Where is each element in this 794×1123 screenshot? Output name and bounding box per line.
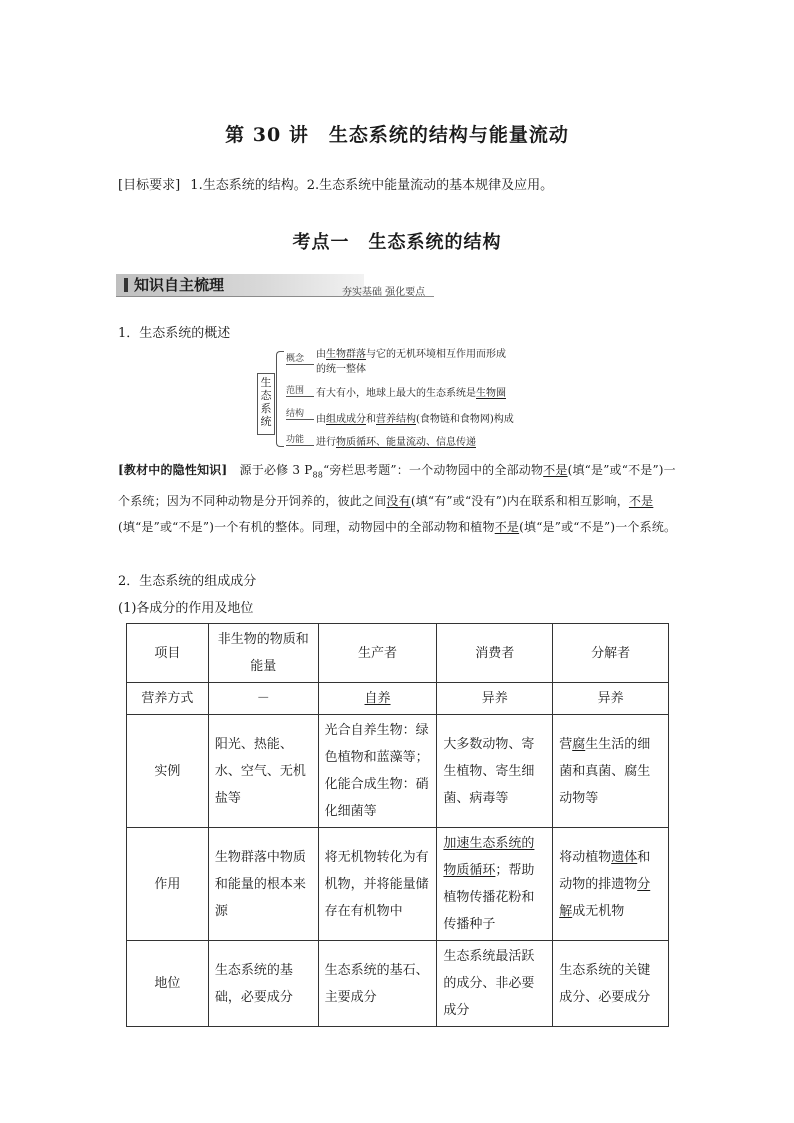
table-cell: 自养: [318, 683, 437, 715]
table-row: [127, 683, 669, 715]
table-cell: 将无机物转化为有机物，并将能量储存在有机物中: [318, 828, 437, 941]
table-cell: 生态系统最活跃的成分、非必要成分: [437, 941, 553, 1027]
table-cell: 将动植物遗体和动物的排遗物分解成无机物: [553, 828, 669, 941]
table-cell: 大多数动物、寄生植物、寄生细菌、病毒等: [437, 715, 553, 828]
diagram-connector: [286, 419, 314, 420]
table-cell: 生态系统的关键成分、必要成分: [553, 941, 669, 1027]
goal-text: 1.生态系统的结构。2.生态系统中能量流动的基本规律及应用。: [190, 178, 554, 193]
hidden-knowledge-paragraph: [教材中的隐性知识] 源于必修 3 $P_{88}“$旁栏思考题”：一个动物园中的全部动物不是(填“是”或“不是”)一个系统；因为不同种动物是分开饲养的，彼此之间没有(填“有”或“没有”)内在联系和相互影响，不是(填“是”或“不是”)一个有机的整体。同理，动物园中的全部动物和植物不是(填“是”或“不是”)一个系统。: [118, 463, 677, 535]
table-cell: 实例: [127, 715, 209, 828]
table-cell: 加速生态系统的物质循环；帮助植物传播花粉和传播种子: [437, 828, 553, 941]
page-title: 第 30 讲 生态系统的结构与能量流动: [225, 124, 569, 146]
table-row: [127, 941, 669, 1027]
diagram-text-concept-line2: 的统一整体: [316, 364, 366, 375]
table-header-cell: 消费者: [437, 624, 553, 683]
diagram-text-scope: 有大有小，地球上最大的生态系统是生物圈: [316, 388, 506, 399]
table-cell: 生态系统的基础，必要成分: [208, 941, 318, 1027]
table-row: [127, 828, 669, 941]
table-cell: 光合自养生物：绿色植物和蓝藻等；化能合成生物：硝化细菌等: [318, 715, 437, 828]
diagram-connector: [286, 364, 314, 365]
table-cell: 作用: [127, 828, 209, 941]
table-header-cell: 分解者: [553, 624, 669, 683]
table-cell: 营腐生生活的细菌和真菌、腐生动物等: [553, 715, 669, 828]
components-table: [126, 623, 669, 1027]
ecosystem-overview-diagram: [254, 345, 554, 455]
diagram-connector: [286, 396, 314, 397]
table-cell: －: [208, 683, 318, 715]
table-cell: 地位: [127, 941, 209, 1027]
table-cell: 异养: [553, 683, 669, 715]
heading-overview: 1．生态系统的概述: [118, 326, 231, 341]
diagram-text-function: 进行物质循环、能量流动、信息传递: [316, 437, 476, 448]
diagram-label-function: 功能: [286, 435, 305, 445]
table-header-row: [127, 624, 669, 683]
diagram-text-concept: 由生物群落与它的无机环境相互作用而形成: [316, 349, 506, 360]
heading-roles: (1)各成分的作用及地位: [118, 601, 254, 616]
table-cell: 异养: [437, 683, 553, 715]
diagram-root: 生态系统: [257, 373, 275, 435]
goal-label: [目标要求]: [118, 178, 181, 193]
diagram-label-structure: 结构: [286, 409, 305, 419]
table-cell: 生物群落中物质和能量的根本来源: [208, 828, 318, 941]
diagram-text-structure: 由组成成分和营养结构(食物链和食物网)构成: [316, 414, 514, 425]
diagram-connector: [286, 445, 314, 446]
table-header-cell: 非生物的物质和能量: [208, 624, 318, 683]
table-row: [127, 715, 669, 828]
banner-subtitle: 夯实基础 强化要点: [342, 287, 426, 298]
heading-components: 2．生态系统的组成成分: [118, 574, 257, 589]
table-header-cell: 生产者: [318, 624, 437, 683]
diagram-label-scope: 范围: [286, 386, 305, 396]
section-banner: [116, 274, 676, 296]
section-title: 考点一 生态系统的结构: [292, 232, 502, 253]
goal-line: [118, 174, 553, 193]
table-cell: 阳光、热能、水、空气、无机盐等: [208, 715, 318, 828]
diagram-brace: [276, 351, 284, 447]
banner-title: 知识自主梳理: [134, 276, 225, 294]
table-cell: 营养方式: [127, 683, 209, 715]
hidden-knowledge-label: [教材中的隐性知识]: [118, 463, 228, 477]
table-header-cell: 项目: [127, 624, 209, 683]
table-cell: 生态系统的基石、主要成分: [318, 941, 437, 1027]
diagram-label-concept: 概念: [286, 354, 305, 364]
banner-marker-icon: [124, 278, 128, 292]
